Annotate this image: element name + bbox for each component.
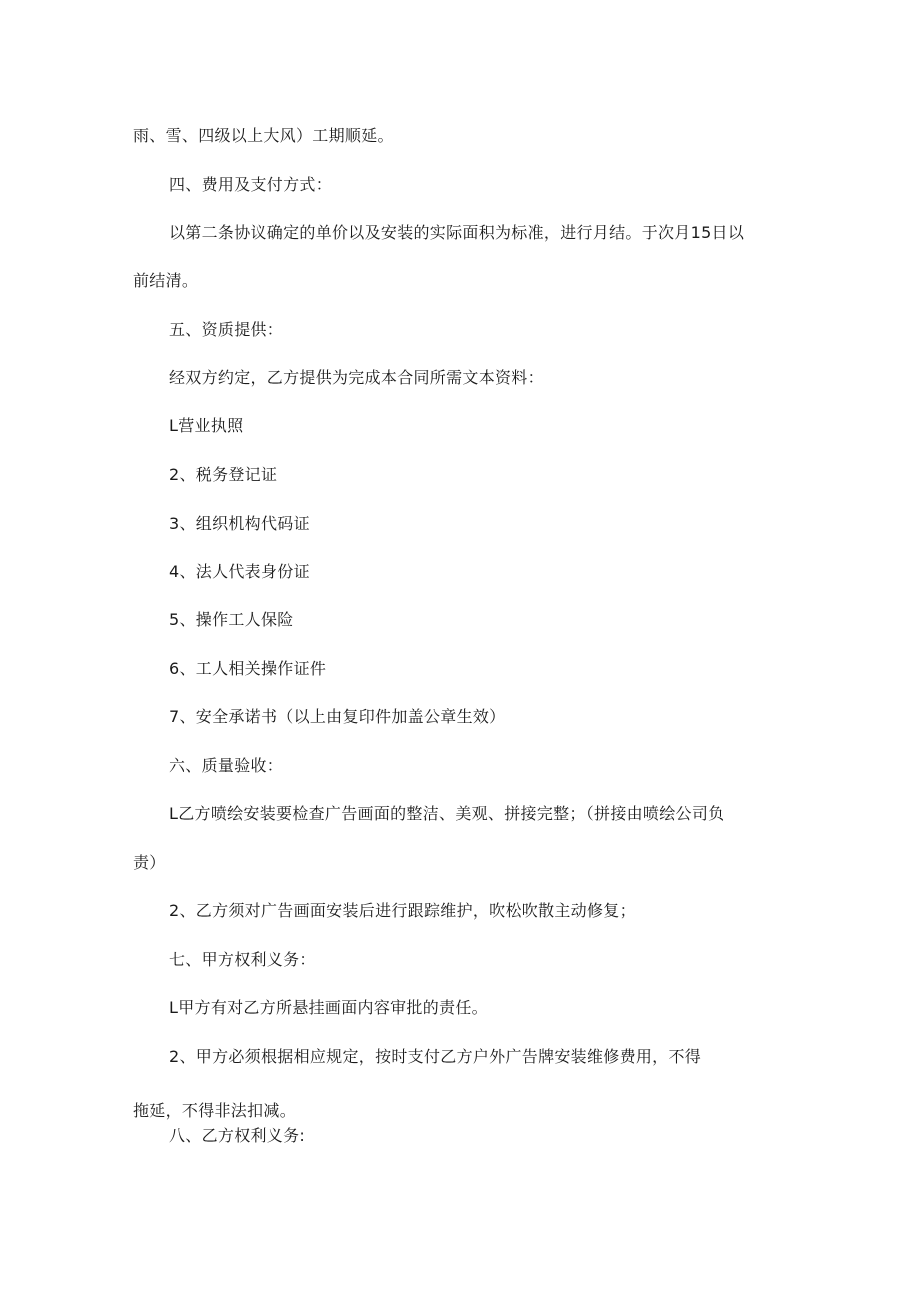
section-heading-acceptance: 六、质量验收：	[169, 756, 284, 775]
section-heading-party-b: 八、乙方权利义务:	[169, 1126, 306, 1145]
list-item: 7、安全承诺书（以上由复印件加盖公章生效）	[169, 707, 506, 726]
list-item: 2、乙方须对广告画面安装后进行跟踪维护，吹松吹散主动修复；	[169, 901, 636, 920]
list-item-continuation: 拖延，不得非法扣减。	[133, 1101, 297, 1120]
paragraph-payment: 以第二条协议确定的单价以及安装的实际面积为标准，进行月结。于次月15日以	[169, 223, 745, 242]
list-item: L甲方有对乙方所悬挂画面内容审批的责任。	[169, 998, 488, 1017]
list-item: 2、甲方必须根据相应规定，按时支付乙方户外广告牌安装维修费用，不得	[169, 1047, 702, 1066]
list-item: L营业执照	[169, 416, 244, 435]
paragraph-payment-continuation: 前结清。	[133, 271, 199, 290]
paragraph-continuation: 雨、雪、四级以上大风）工期顺延。	[133, 126, 394, 145]
list-item: L乙方喷绘安装要检查广告画面的整洁、美观、拼接完整；（拼接由喷绘公司负	[169, 804, 725, 823]
list-item: 6、工人相关操作证件	[169, 659, 327, 678]
list-item: 3、组织机构代码证	[169, 514, 310, 533]
section-heading-party-a: 七、甲方权利义务：	[169, 950, 316, 969]
list-item: 5、操作工人保险	[169, 610, 294, 629]
section-heading-payment: 四、费用及支付方式：	[169, 175, 333, 194]
list-item-continuation: 责）	[133, 853, 166, 872]
list-item: 2、税务登记证	[169, 465, 278, 484]
list-item: 4、法人代表身份证	[169, 562, 310, 581]
section-heading-qualification: 五、资质提供：	[169, 320, 284, 339]
paragraph-qualification: 经双方约定，乙方提供为完成本合同所需文本资料：	[169, 368, 544, 387]
